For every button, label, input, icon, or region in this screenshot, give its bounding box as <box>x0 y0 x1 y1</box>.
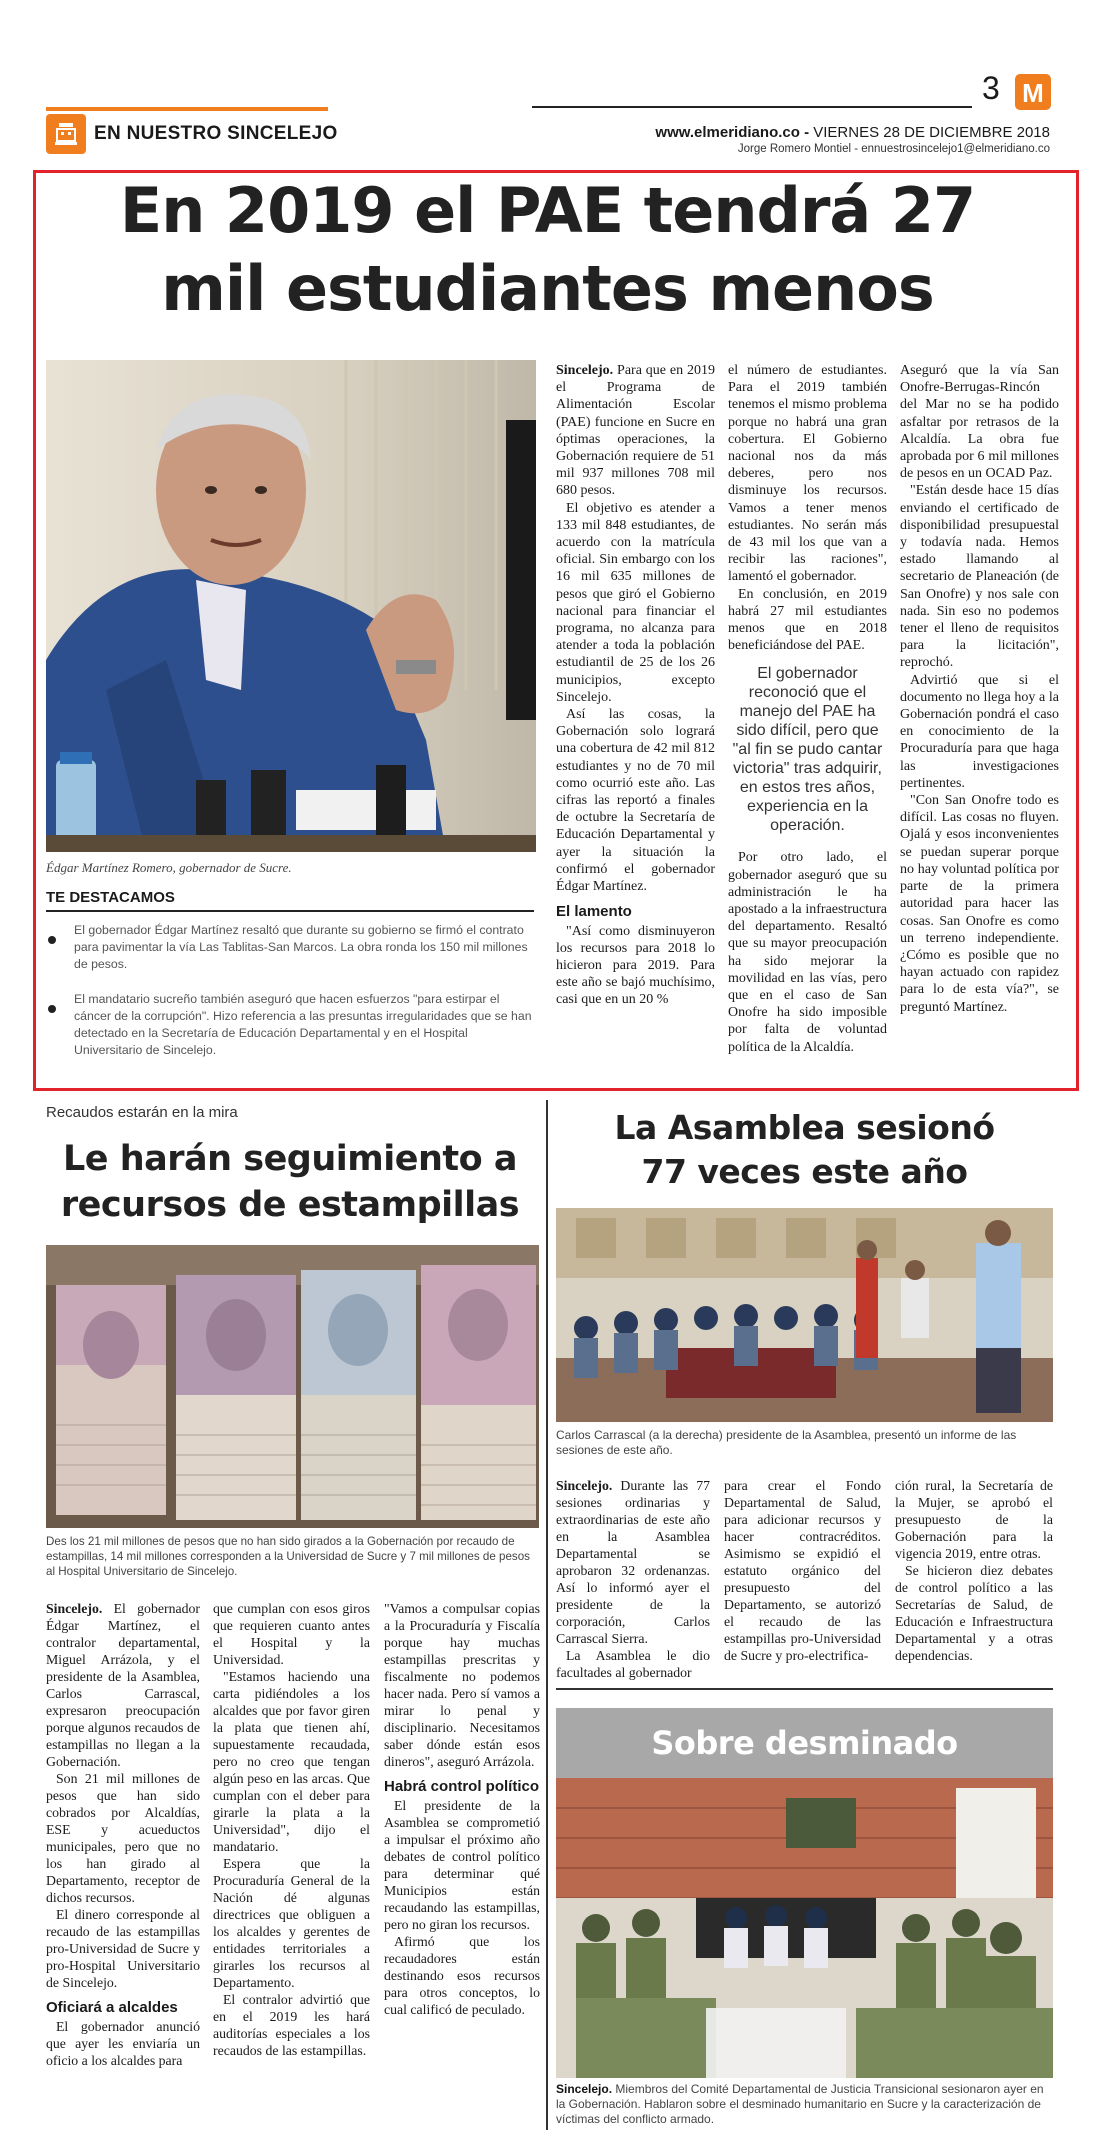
paragraph: En conclusión, en 2019 habrá 27 mil estudiantes menos que en 2018 beneficiándose del PAE. <box>728 586 887 654</box>
estampillas-kicker: Recaudos estarán en la mira <box>46 1104 238 1121</box>
paragraph: La Asamblea le dio facultades al gobernador <box>556 1648 710 1680</box>
page-rule <box>532 106 972 108</box>
paragraph: Aseguró que la vía San Onofre-Berrugas-Rincón del Mar no se ha podido asfaltar por retrasos de la Alcaldía. La obra fue aprobada por 6 mil millones de pesos en un OCAD Paz. <box>900 363 1059 482</box>
paragraph: "Están desde hace 15 días enviando el certificado de disponibilidad presupuestal y todavía nada. Hemos estado llamando al secretario de Planeación (de San Onofre) y nos sale con nada. Sin eso no podemos tener el lleno de requisitos para la licitación", reprochó. <box>900 483 1059 671</box>
paragraph: el número de estudiantes. Para el 2019 también tenemos el mismo problema porque no habrá una gran cobertura. El Gobierno nacional nos da más deberes, pero nos disminuye los recursos. Vamos a tener menos estudiantes. No serán más de 43 mil los que van a recibir las raciones", lamentó el gobernador. <box>728 363 887 585</box>
section-name: EN NUESTRO SINCELEJO <box>94 123 338 144</box>
desminado-photo <box>556 1778 1053 2078</box>
paragraph: que cumplan con esos giros que requieren cuanto antes el Hospital y la Universidad. <box>213 1601 370 1667</box>
destacamos-item <box>46 991 534 1059</box>
paragraph: El gobernador anunció que ayer les enviaría un oficio a los alcaldes para <box>46 2019 200 2068</box>
page-number: 3 <box>982 70 1000 106</box>
section-divider <box>556 1688 1053 1690</box>
column-divider <box>546 1100 548 2130</box>
main-headline-line2: mil estudiantes menos <box>161 252 934 325</box>
pull-quote: El gobernador reconoció que el manejo del PAE ha sido difícil, pero que "al fin se pudo cantar victoria" tras adquirir, en estos tres años, experiencia en la operación. <box>732 665 883 835</box>
asamblea-headline-line2: 77 veces este año <box>641 1152 968 1191</box>
subhead-el-lamento: El lamento <box>556 903 632 921</box>
meridiano-logo-icon <box>1014 73 1052 111</box>
main-column-3 <box>900 362 1059 1016</box>
asamblea-photo-caption: Carlos Carrascal (a la derecha) presidente de la Asamblea, presentó un informe de las sesiones de este año. <box>556 1428 1017 1457</box>
desminado-caption-text: Miembros del Comité Departamental de Justicia Transicional sesionaron ayer en la Gobernación. Hablaron sobre el desminado humanitario en Sucre y la caracterización de víctimas del conflicto armado. <box>556 2082 1044 2126</box>
asamblea-photo <box>556 1208 1053 1422</box>
paragraph: Sincelejo. Durante las 77 sesiones ordinarias y extraordinarias de este año en la Asamblea Departamental se aprobaron 32 ordenanzas. Así lo informó ayer el presidente de la corporación, Carlos Carrascal Sierra. <box>556 1478 710 1646</box>
paragraph: Afirmó que los recaudadores están destinando esos recursos para otros conceptos, lo cual calificó de peculado. <box>384 1934 540 2017</box>
paragraph: El objetivo es atender a 133 mil 848 estudiantes, de acuerdo con la matrícula oficial. Sin embargo con los 16 mil 635 millones de pesos que giró el Gobierno nacional para financiar el programa, no alcanza para atender a toda la población estudiantil de 25 de los 26 municipios, excepto Sincelejo. <box>556 500 715 705</box>
paragraph: Espera que la Procuraduría General de la Nación dé algunas directrices que obliguen a los alcaldes y gerentes de entidades territoriales a girarles los recursos al Departamento. <box>213 1856 370 1990</box>
main-headline <box>0 172 1095 328</box>
byline: Jorge Romero Montiel - ennuestrosincelejo1@elmeridiano.co <box>737 143 1050 155</box>
destacamos-item <box>46 922 534 973</box>
paragraph: Por otro lado, el gobernador aseguró que su administración le ha apostado a la infraestructura del departamento. Resaltó que su mayor preocupación ha sido mejorar la movilidad en las vías, pero que en el caso de San Onofre ha sido imposible por falta de voluntad política de la Alcaldía. <box>728 850 887 1055</box>
building-icon <box>53 121 79 147</box>
paragraph: Sincelejo. Para que en 2019 el Programa de Alimentación Escolar (PAE) funcione en Sucre en óptimas operaciones, la Gobernación requiere de 51 mil 937 millones 708 mil 680 pesos. <box>556 363 715 499</box>
issue-date: VIERNES 28 DE DICIEMBRE 2018 <box>813 124 1050 141</box>
paragraph: "Así como disminuyeron los recursos para 2018 lo hicieron para 2019. Para este año se bajó muchísimo, casi que en un 20 % <box>556 923 715 1008</box>
banknotes-photo-caption: Des los 21 mil millones de pesos que no han sido girados a la Gobernación por recaudo de estampillas, 14 mil millones corresponden a la Universidad de Sucre y 7 mil millones de pesos al Hospital Universitario de Sincelejo. <box>46 1535 530 1578</box>
paragraph: Se hicieron diez debates de control político a las Secretarías de Salud, de Educación e Infraestructura Departamental y a otras dependencias. <box>895 1563 1053 1663</box>
estampillas-headline-line1: Le harán seguimiento a <box>63 1139 517 1179</box>
paragraph: "Estamos haciendo una carta pidiéndoles a los alcaldes que por favor giren la plata que tienen ahí, supuestamente recaudada, pero no creo que tengan algún peso en las arcas. Que cumplan con el deber para girarle la plata a la Universidad", dijo el mandatario. <box>213 1669 370 1854</box>
main-column-2 <box>728 362 887 1056</box>
dateline <box>655 124 1050 141</box>
desminado-caption-lead: Sincelejo. <box>556 2082 613 2096</box>
page-header <box>0 0 1095 165</box>
estampillas-column-1 <box>46 1600 200 2069</box>
website-link[interactable]: www.elmeridiano.co - <box>655 124 810 141</box>
paragraph: para crear el Fondo Departamental de Salud, para adicionar recursos y hacer contracréditos. Asimismo se expidió el estatuto orgánico del presupuesto del Departamento, se autorizó el recaudo de las estampillas pro-Universidad de Sucre y pro-electrifica- <box>724 1478 881 1663</box>
destacamos-title: TE DESTACAMOS <box>46 889 175 906</box>
main-headline-line1: En 2019 el PAE tendrá 27 <box>119 174 976 247</box>
paragraph: El presidente de la Asamblea se comprometió a impulsar el próximo año debates de control político para determinar qué Municipios están recaudando las estampillas, pero no giran los recursos. <box>384 1798 540 1932</box>
estampillas-headline-line2: recursos de estampillas <box>60 1185 520 1225</box>
governor-photo <box>46 360 536 852</box>
governor-photo-caption: Édgar Martínez Romero, gobernador de Sucre. <box>46 860 292 875</box>
section-tab <box>46 110 338 154</box>
destacamos-rule <box>46 910 534 912</box>
paragraph: Son 21 mil millones de pesos que han sido cobrados por Alcaldías, ESE y acueductos municipales, pero que no los han girado al Departamento, receptor de dichos recursos. <box>46 1771 200 1905</box>
paragraph: Sincelejo. El gobernador Édgar Martínez, el contralor departamental, Miguel Arrázola, y el presidente de la Asamblea, Carlos Carrascal, expresaron preocupación porque algunos recaudos de estampillas no llegan a la Gobernación. <box>46 1601 200 1769</box>
section-accent-bar <box>46 107 328 111</box>
estampillas-column-3 <box>384 1600 540 2018</box>
main-column-1 <box>556 362 715 1009</box>
paragraph: Así las cosas, la Gobernación solo logrará una cobertura de 42 mil 812 estudiantes y no de 70 mil como ocurrió este año. Las cifras las reportó a finales de octubre la Secretaría de Educación Departamental y ayer la situación la confirmó el gobernador Édgar Martínez. <box>556 707 715 895</box>
paragraph: ción rural, la Secretaría de la Mujer, se aprobó el presupuesto de la Gobernación para la vigencia 2019, entre otras. <box>895 1478 1053 1561</box>
bullet-icon <box>48 1005 56 1013</box>
estampillas-headline <box>40 1136 540 1228</box>
desminado-title: Sobre desminado <box>651 1724 958 1762</box>
paragraph: El dinero corresponde al recaudo de las estampillas pro-Universidad de Sucre y pro-Hospital Universitario de Sincelejo. <box>46 1907 200 1990</box>
asamblea-column-3 <box>895 1477 1053 1664</box>
asamblea-headline <box>556 1106 1053 1194</box>
paragraph: "Con San Onofre todo es difícil. Las cosas no fluyen. Ojalá y esos inconvenientes se puedan superar porque no hay voluntad política por parte de la primera autoridad para hacer las cosas. San Onofre es como un terreno independiente. ¿Cómo es posible que no hayan actuado con rapidez para lo de esta vía?", se preguntó Martínez. <box>900 793 1059 1015</box>
paragraph: "Vamos a compulsar copias a la Procuraduría y Fiscalía porque hay muchas estampillas prescritas y fiscalmente no podemos hacer nada. Pero sí vamos a mirar lo penal y disciplinario. Necesitamos saber dónde están esos dineros", aseguró Arrázola. <box>384 1601 540 1769</box>
estampillas-column-2 <box>213 1600 370 2059</box>
destacamos-item-text: El mandatario sucreño también aseguró que hacen esfuerzos "para estirpar el cáncer de la corrupción". Hizo referencia a las presuntas irregularidades que se han detectado en la Secretaría de Educación Departamental y en el Hospital Universitario de Sincelejo. <box>74 992 532 1057</box>
logo-letter: M <box>1022 78 1044 108</box>
destacamos-item-text: El gobernador Édgar Martínez resaltó que durante su gobierno se firmó el contrato para pavimentar la vía Las Tablitas-San Marcos. La obra ronda los 150 mil millones de pesos. <box>74 923 528 971</box>
bullet-icon <box>48 936 56 944</box>
banknotes-photo <box>46 1245 539 1528</box>
asamblea-column-2 <box>724 1477 881 1664</box>
destacamos-list <box>46 922 534 1077</box>
desminado-caption <box>556 2082 1053 2127</box>
subhead-control-politico: Habrá control político <box>384 1778 540 1795</box>
paragraph: El contralor advirtió que en el 2019 les hará auditorías especiales a los recaudos de las estampillas. <box>213 1992 370 2058</box>
asamblea-headline-line1: La Asamblea sesionó <box>614 1108 995 1147</box>
paragraph: Advirtió que si el documento no llega hoy a la Gobernación pondrá el caso en conocimiento de la Procuraduría para que haga las investigaciones pertinentes. <box>900 672 1059 791</box>
asamblea-column-1 <box>556 1477 710 1681</box>
desminado-banner <box>556 1708 1053 1778</box>
section-building-icon <box>46 114 86 154</box>
subhead-oficiara-alcaldes: Oficiará a alcaldes <box>46 1999 178 2016</box>
